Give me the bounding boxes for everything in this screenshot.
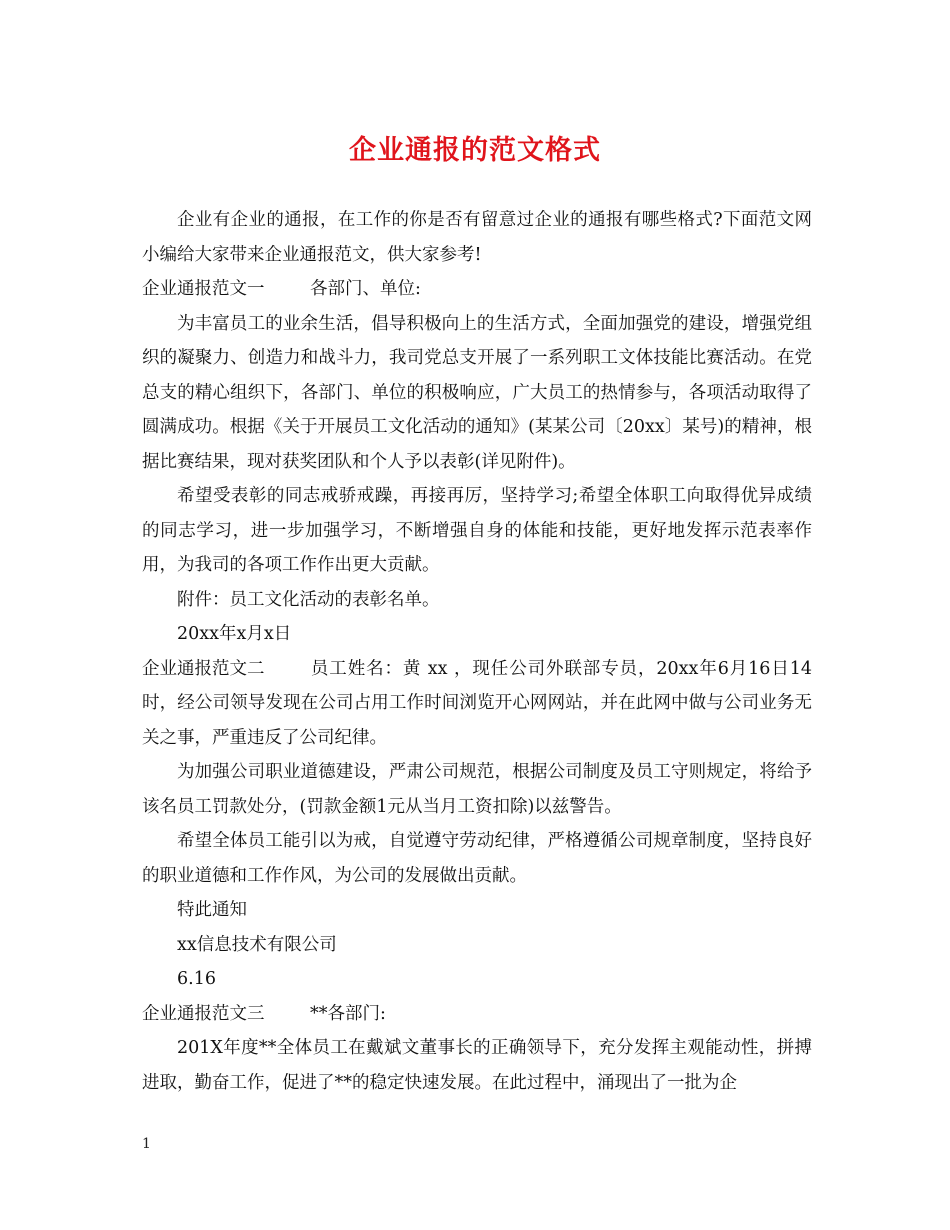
document-title: 企业通报的范文格式 (349, 135, 601, 166)
sample1-date: 20xx年x月x日 (177, 624, 292, 644)
sample1-heading (142, 272, 812, 307)
sample2-label: 企业通报范文二 (142, 658, 265, 679)
sample1-label: 企业通报范文一 (142, 279, 265, 299)
sample2-paragraph-1: 为加强公司职业道德建设，严肃公司规范，根据公司制度及员工守则规定，将给予该名员工罚款处分，(罚款金额1元从当月工资扣除)以兹警告。 (142, 762, 812, 817)
sample2-notice: 特此通知 (177, 900, 247, 920)
sample1-paragraph-1: 为丰富员工的业余生活，倡导积极向上的生活方式，全面加强党的建设，增强党组织的凝聚力、创造力和战斗力，我司党总支开展了一系列职工文体技能比赛活动。在党总支的精心组织下，各部门、单位的积极响应，广大员工的热情参与，各项活动取得了圆满成功。根据《关于开展员工文化活动的通知》(某某公司〔20xx〕某号)的精神，根据比赛结果，现对获奖团队和个人予以表彰(详见附件)。 (142, 313, 812, 472)
page-number: 1 (142, 1136, 151, 1152)
sample2-paragraph-2: 希望全体员工能引以为戒，自觉遵守劳动纪律，严格遵循公司规章制度，坚持良好的职业道德和工作作风，为公司的发展做出贡献。 (142, 831, 812, 886)
sample1-addressee: 各部门、单位: (310, 279, 421, 299)
sample2-date: 6.16 (177, 969, 216, 989)
sample3-heading (142, 997, 812, 1032)
sample3-label: 企业通报范文三 (142, 1003, 265, 1024)
sample3-addressee: **各部门: (310, 1003, 386, 1024)
sample2-intro: 员工姓名：黄 xx ，现任公司外联部专员，20xx年6月16日14时，经公司领导发现在公司占用工作时间浏览开心网网站，并在此网中做与公司业务无关之事，严重违反了公司纪律。 (142, 658, 812, 748)
intro-paragraph: 企业有企业的通报，在工作的你是否有留意过企业的通报有哪些格式?下面范文网小编给大家带来企业通报范文，供大家参考! (142, 210, 812, 265)
sample3-paragraph-1: 201X年度**全体员工在戴斌文董事长的正确领导下，充分发挥主观能动性，拼搏进取，勤奋工作，促进了**的稳定快速发展。在此过程中，涌现出了一批为企 (142, 1038, 812, 1093)
sample1-attachment: 附件：员工文化活动的表彰名单。 (177, 589, 440, 610)
sample1-paragraph-2: 希望受表彰的同志戒骄戒躁，再接再厉，坚持学习;希望全体职工向取得优异成绩的同志学习，进一步加强学习，不断增强自身的体能和技能，更好地发挥示范表率作用，为我司的各项工作作出更大贡献。 (142, 486, 812, 575)
sample2-heading (142, 652, 812, 756)
sample2-company: xx信息技术有限公司 (177, 934, 337, 955)
document-body (142, 203, 812, 1100)
